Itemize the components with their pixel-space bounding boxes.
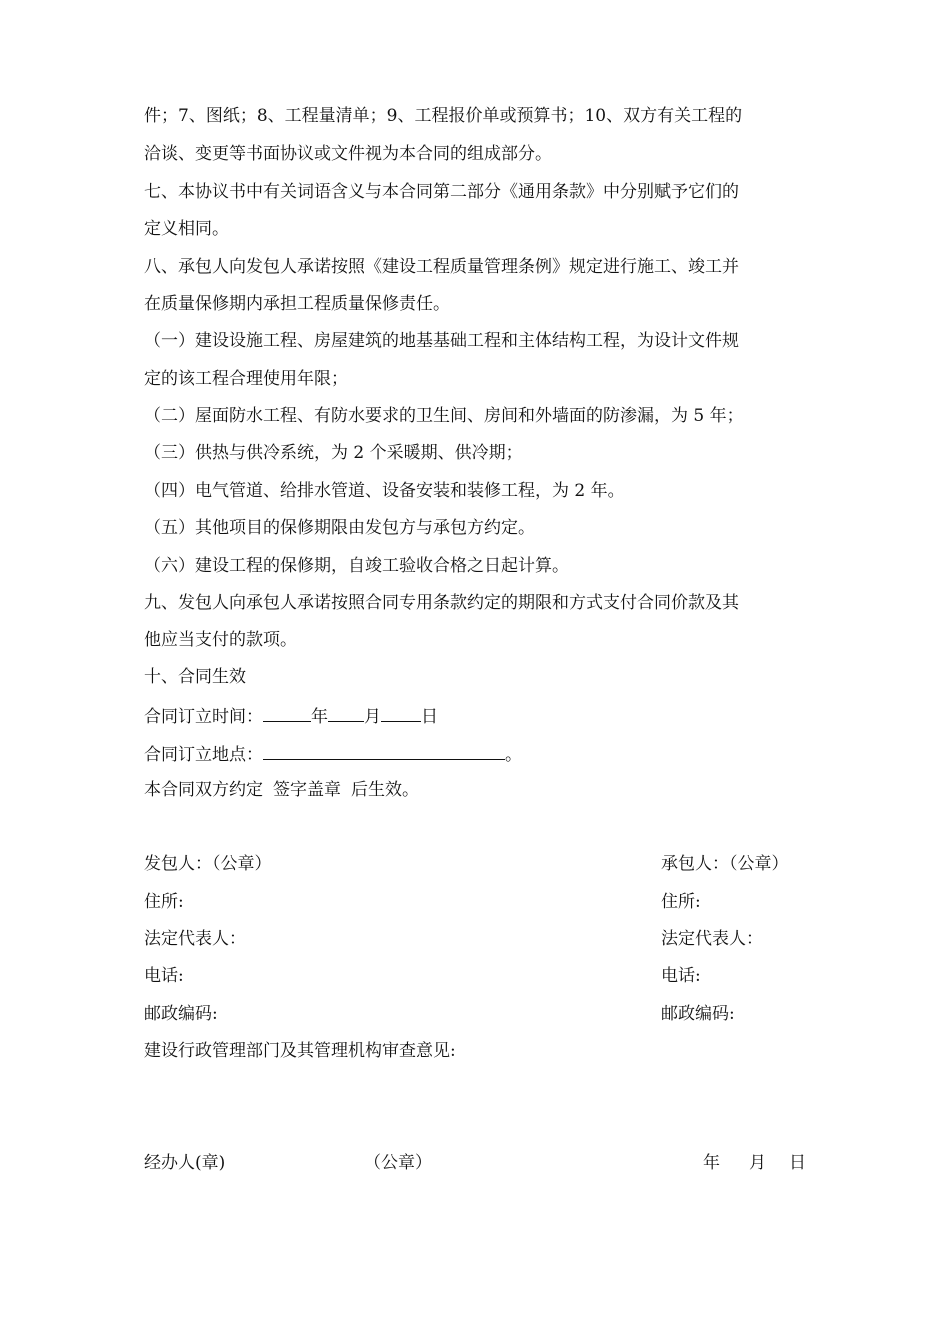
month-blank[interactable] [328, 703, 364, 722]
contractor-title: 承包人：（公章） [661, 854, 789, 874]
employer-address: 住所: [144, 892, 184, 912]
paragraph-line: （六）建设工程的保修期，自竣工验收合格之日起计算。 [144, 556, 569, 576]
paragraph-line: 洽谈、变更等书面协议或文件视为本合同的组成部分。 [144, 144, 552, 164]
sign-time-row [144, 703, 438, 729]
effective-part-b: 签字盖章 [273, 780, 341, 800]
year-blank[interactable] [263, 703, 311, 722]
paragraph-line: （三）供热与供冷系统，为 2 个采暖期、供冷期； [144, 443, 523, 463]
review-opinion-label: 建设行政管理部门及其管理机构审查意见: [144, 1041, 456, 1061]
paragraph-line: 九、发包人向承包人承诺按照合同专用条款约定的期限和方式支付合同价款及其 [144, 593, 739, 613]
footer-year: 年 [703, 1153, 720, 1173]
contractor-postcode: 邮政编码: [661, 1004, 735, 1024]
sign-place-row [144, 741, 522, 767]
paragraph-line: 七、本协议书中有关词语含义与本合同第二部分《通用条款》中分别赋予它们的 [144, 182, 739, 202]
paragraph-line: 在质量保修期内承担工程质量保修责任。 [144, 294, 450, 314]
employer-postcode: 邮政编码: [144, 1004, 218, 1024]
day-blank[interactable] [381, 703, 421, 722]
month-label: 月 [364, 707, 381, 727]
contractor-address: 住所: [661, 892, 701, 912]
handler-label: 经办人(章) [144, 1153, 226, 1173]
official-seal-label: （公章） [364, 1153, 432, 1173]
paragraph-line: 定的该工程合理使用年限； [144, 369, 348, 389]
sign-time-label: 合同订立时间： [144, 707, 263, 727]
paragraph-line: 他应当支付的款项。 [144, 630, 297, 650]
effective-part-a: 本合同双方约定 [144, 780, 263, 800]
paragraph-line: （五）其他项目的保修期限由发包方与承包方约定。 [144, 518, 535, 538]
footer-month: 月 [749, 1153, 766, 1173]
place-blank[interactable] [263, 741, 505, 760]
paragraph-line: 件；7、图纸；8、工程量清单；9、工程报价单或预算书；10、双方有关工程的 [144, 106, 743, 126]
paragraph-line: （一）建设设施工程、房屋建筑的地基基础工程和主体结构工程，为设计文件规 [144, 331, 739, 351]
contractor-phone: 电话: [661, 966, 701, 986]
sign-place-label: 合同订立地点： [144, 745, 263, 765]
year-label: 年 [311, 707, 328, 727]
day-label: 日 [421, 707, 438, 727]
employer-phone: 电话: [144, 966, 184, 986]
paragraph-line: （四）电气管道、给排水管道、设备安装和装修工程，为 2 年。 [144, 481, 625, 501]
paragraph-line: 定义相同。 [144, 219, 229, 239]
section-heading: 十、合同生效 [144, 667, 246, 687]
effective-part-c: 后生效。 [351, 780, 419, 800]
sign-place-end: 。 [505, 745, 522, 765]
paragraph-line: 八、承包人向发包人承诺按照《建设工程质量管理条例》规定进行施工、竣工并 [144, 257, 739, 277]
footer-day: 日 [789, 1153, 806, 1173]
employer-title: 发包人：（公章） [144, 854, 272, 874]
effective-clause [144, 778, 419, 802]
contractor-representative: 法定代表人： [661, 929, 763, 949]
employer-representative: 法定代表人： [144, 929, 246, 949]
paragraph-line: （二）屋面防水工程、有防水要求的卫生间、房间和外墙面的防渗漏，为 5 年； [144, 406, 744, 426]
